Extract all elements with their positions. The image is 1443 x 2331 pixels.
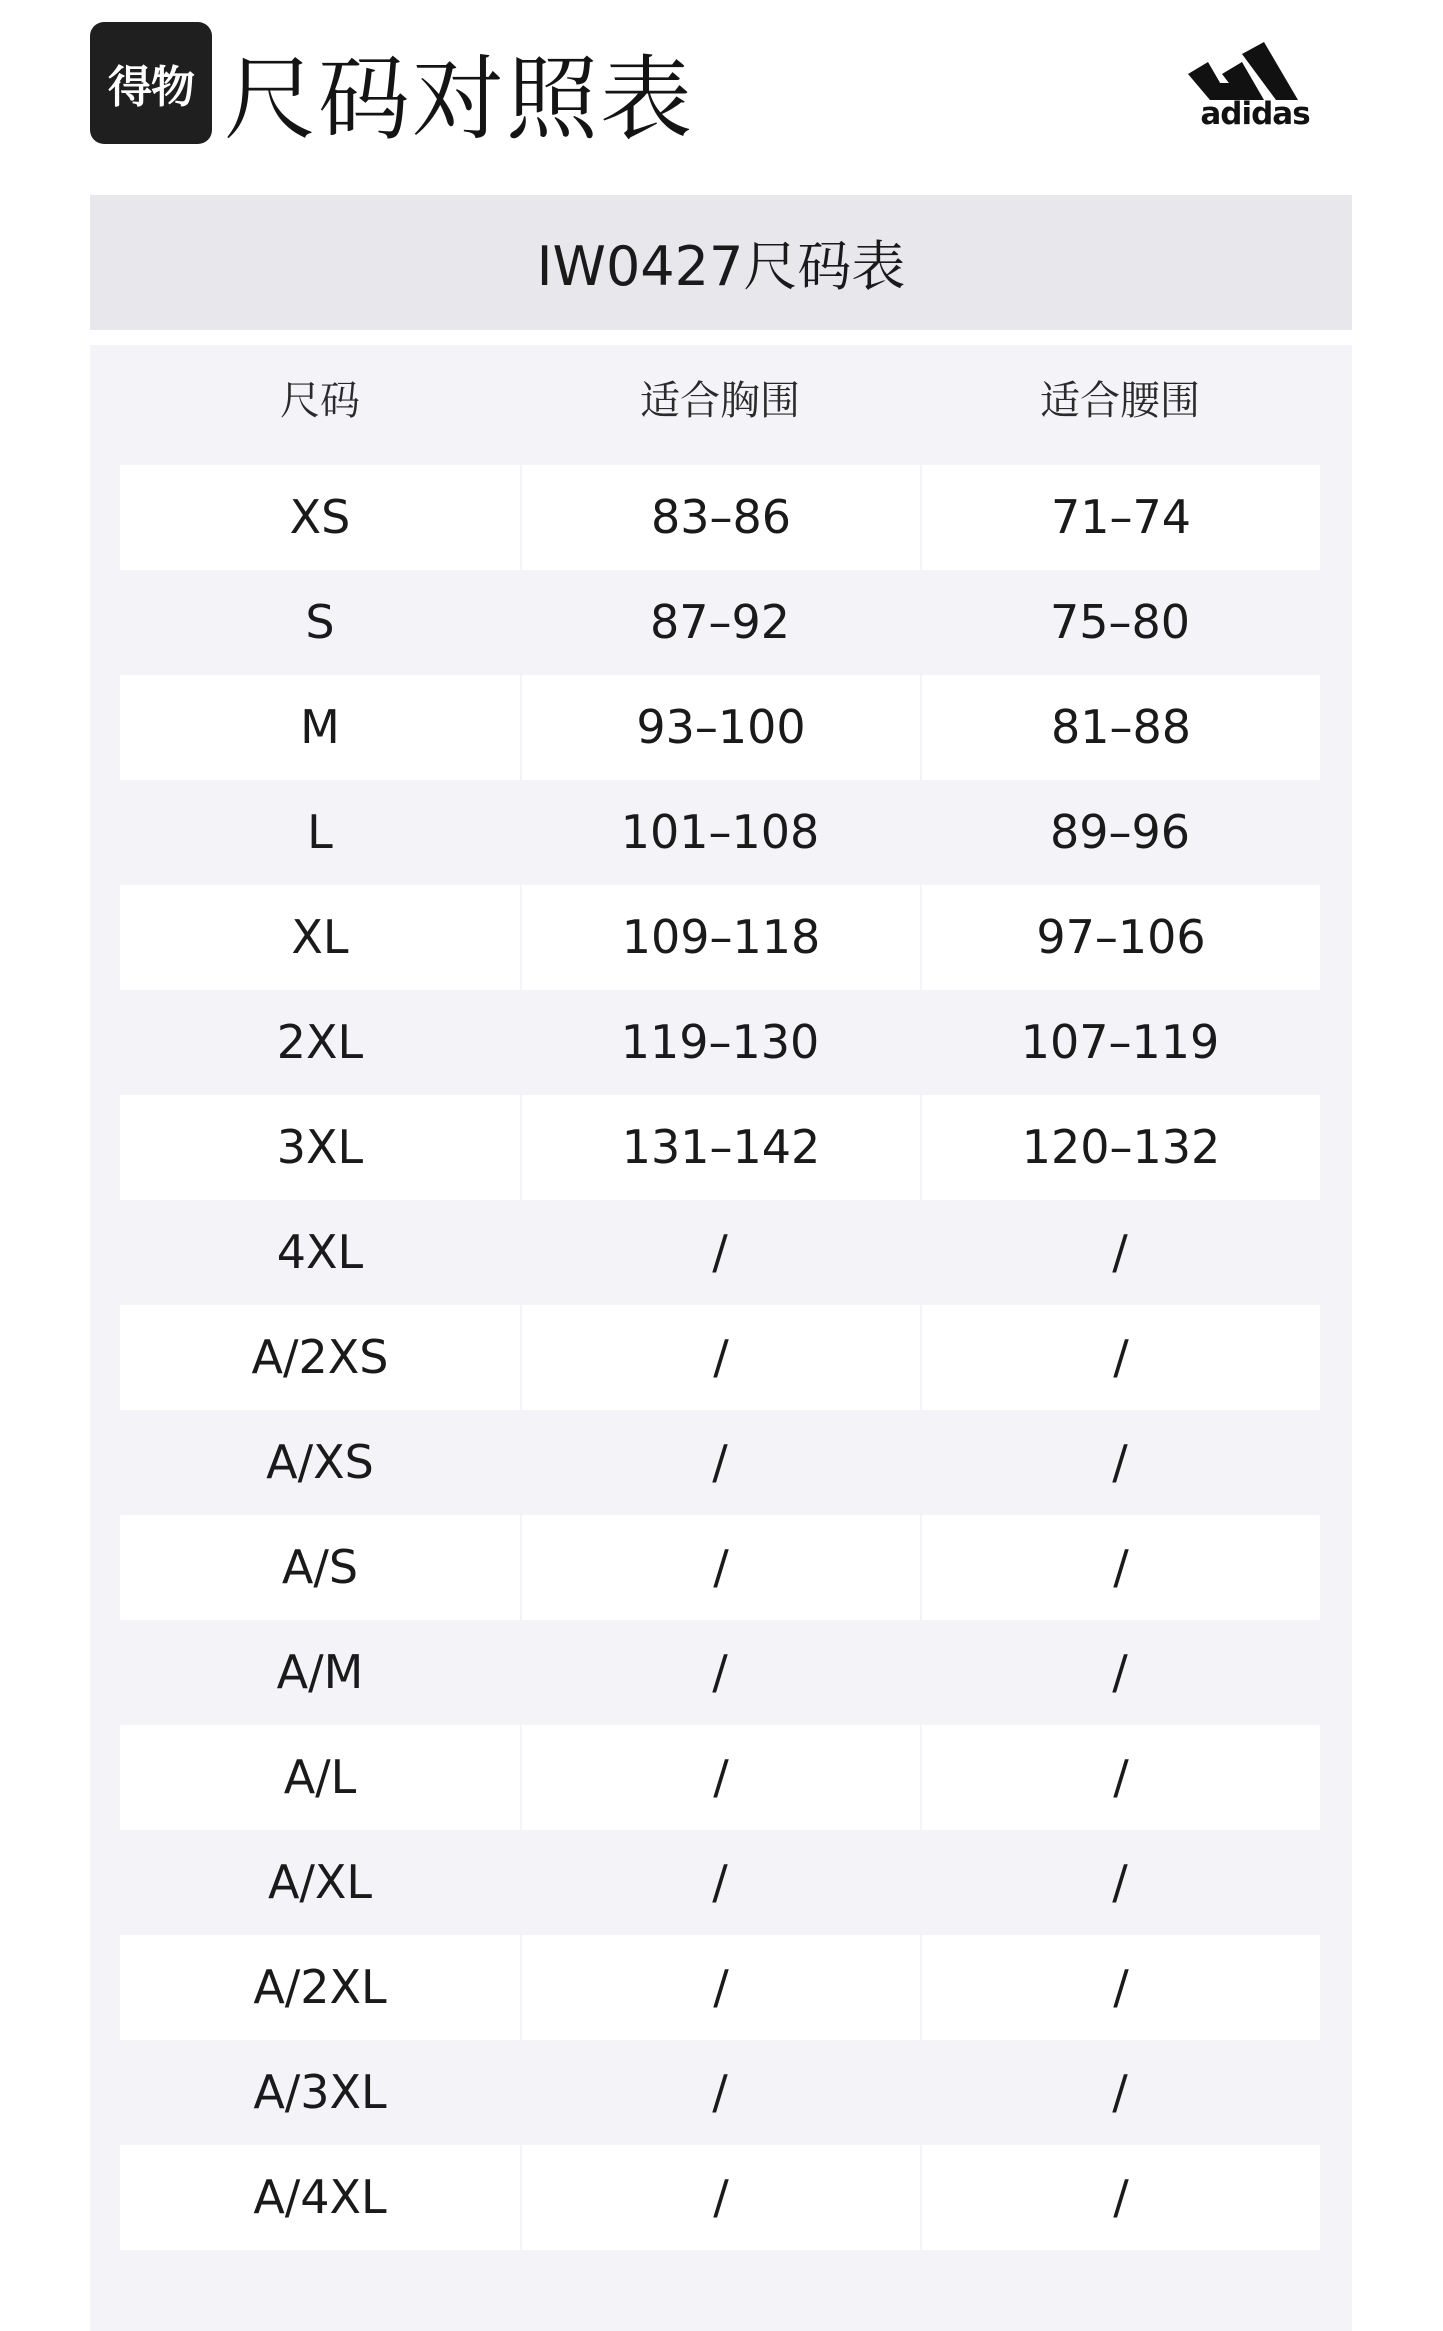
table-body: [120, 465, 1320, 2250]
table-row: [120, 1200, 1320, 1305]
chest-cell: /: [712, 1225, 728, 1279]
table-row: [120, 2040, 1320, 2145]
table-row: [120, 1410, 1320, 1515]
waist-cell: /: [1112, 1225, 1128, 1279]
size-cell: A/M: [276, 1645, 364, 1699]
table-row: [120, 675, 1320, 780]
app-logo: [90, 22, 212, 144]
chest-cell: /: [520, 1935, 920, 2040]
adidas-stripes-icon: [1180, 42, 1330, 100]
table-row: [120, 885, 1320, 990]
table-row: [120, 1095, 1320, 1200]
size-cell: A/2XL: [120, 1935, 520, 2040]
column-header-size: 尺码: [280, 378, 360, 424]
chest-cell: 109–118: [520, 885, 920, 990]
waist-cell: 120–132: [920, 1095, 1320, 1200]
size-cell: 4XL: [276, 1225, 364, 1279]
chest-cell: 93–100: [520, 675, 920, 780]
size-cell: A/L: [120, 1725, 520, 1830]
size-cell: A/4XL: [120, 2145, 520, 2250]
chest-cell: /: [520, 1515, 920, 1620]
chest-cell: 101–108: [620, 805, 820, 859]
table-row: [120, 1515, 1320, 1620]
page-title: 尺码对照表: [224, 46, 695, 153]
brand-wordmark: adidas: [1200, 96, 1310, 132]
waist-cell: /: [1112, 1855, 1128, 1909]
chest-cell: 83–86: [520, 465, 920, 570]
size-table: [90, 345, 1352, 2331]
size-cell: S: [305, 595, 335, 649]
waist-cell: 89–96: [1049, 805, 1191, 859]
size-cell: XL: [120, 885, 520, 990]
chest-cell: /: [712, 2065, 728, 2119]
chest-cell: /: [712, 1435, 728, 1489]
chest-cell: 131–142: [520, 1095, 920, 1200]
size-cell: XS: [120, 465, 520, 570]
waist-cell: 97–106: [920, 885, 1320, 990]
waist-cell: /: [920, 1935, 1320, 2040]
size-cell: A/3XL: [253, 2065, 387, 2119]
size-cell: A/S: [120, 1515, 520, 1620]
waist-cell: 75–80: [1049, 595, 1191, 649]
waist-cell: /: [920, 1515, 1320, 1620]
table-row: [120, 1935, 1320, 2040]
column-headers: [120, 345, 1320, 465]
chest-cell: 87–92: [649, 595, 791, 649]
table-row: [120, 1725, 1320, 1830]
waist-cell: /: [1112, 1645, 1128, 1699]
waist-cell: 71–74: [920, 465, 1320, 570]
chest-cell: /: [712, 1855, 728, 1909]
table-row: [120, 1305, 1320, 1410]
table-row: [120, 570, 1320, 675]
chest-cell: /: [712, 1645, 728, 1699]
column-header-waist: 适合腰围: [1040, 378, 1200, 424]
chest-cell: /: [520, 1725, 920, 1830]
size-cell: A/2XS: [120, 1305, 520, 1410]
brand-logo: [1180, 42, 1330, 132]
waist-cell: 81–88: [920, 675, 1320, 780]
app-logo-text: 得物: [108, 62, 194, 113]
size-cell: A/XS: [266, 1435, 374, 1489]
table-row: [120, 780, 1320, 885]
table-row: [120, 465, 1320, 570]
size-cell: M: [120, 675, 520, 780]
header: [0, 0, 1443, 190]
waist-cell: /: [1112, 1435, 1128, 1489]
waist-cell: /: [1112, 2065, 1128, 2119]
chest-cell: /: [520, 2145, 920, 2250]
column-header-chest: 适合胸围: [640, 378, 800, 424]
table-row: [120, 1830, 1320, 1935]
size-cell: 3XL: [120, 1095, 520, 1200]
size-cell: A/XL: [267, 1855, 373, 1909]
table-row: [120, 1620, 1320, 1725]
size-cell: 2XL: [276, 1015, 364, 1069]
waist-cell: /: [920, 1725, 1320, 1830]
table-row: [120, 990, 1320, 1095]
table-row: [120, 2145, 1320, 2250]
chest-cell: /: [520, 1305, 920, 1410]
waist-cell: 107–119: [1020, 1015, 1220, 1069]
chest-cell: 119–130: [620, 1015, 820, 1069]
table-title: IW0427尺码表: [90, 195, 1352, 330]
waist-cell: /: [920, 2145, 1320, 2250]
waist-cell: /: [920, 1305, 1320, 1410]
size-cell: L: [307, 805, 333, 859]
